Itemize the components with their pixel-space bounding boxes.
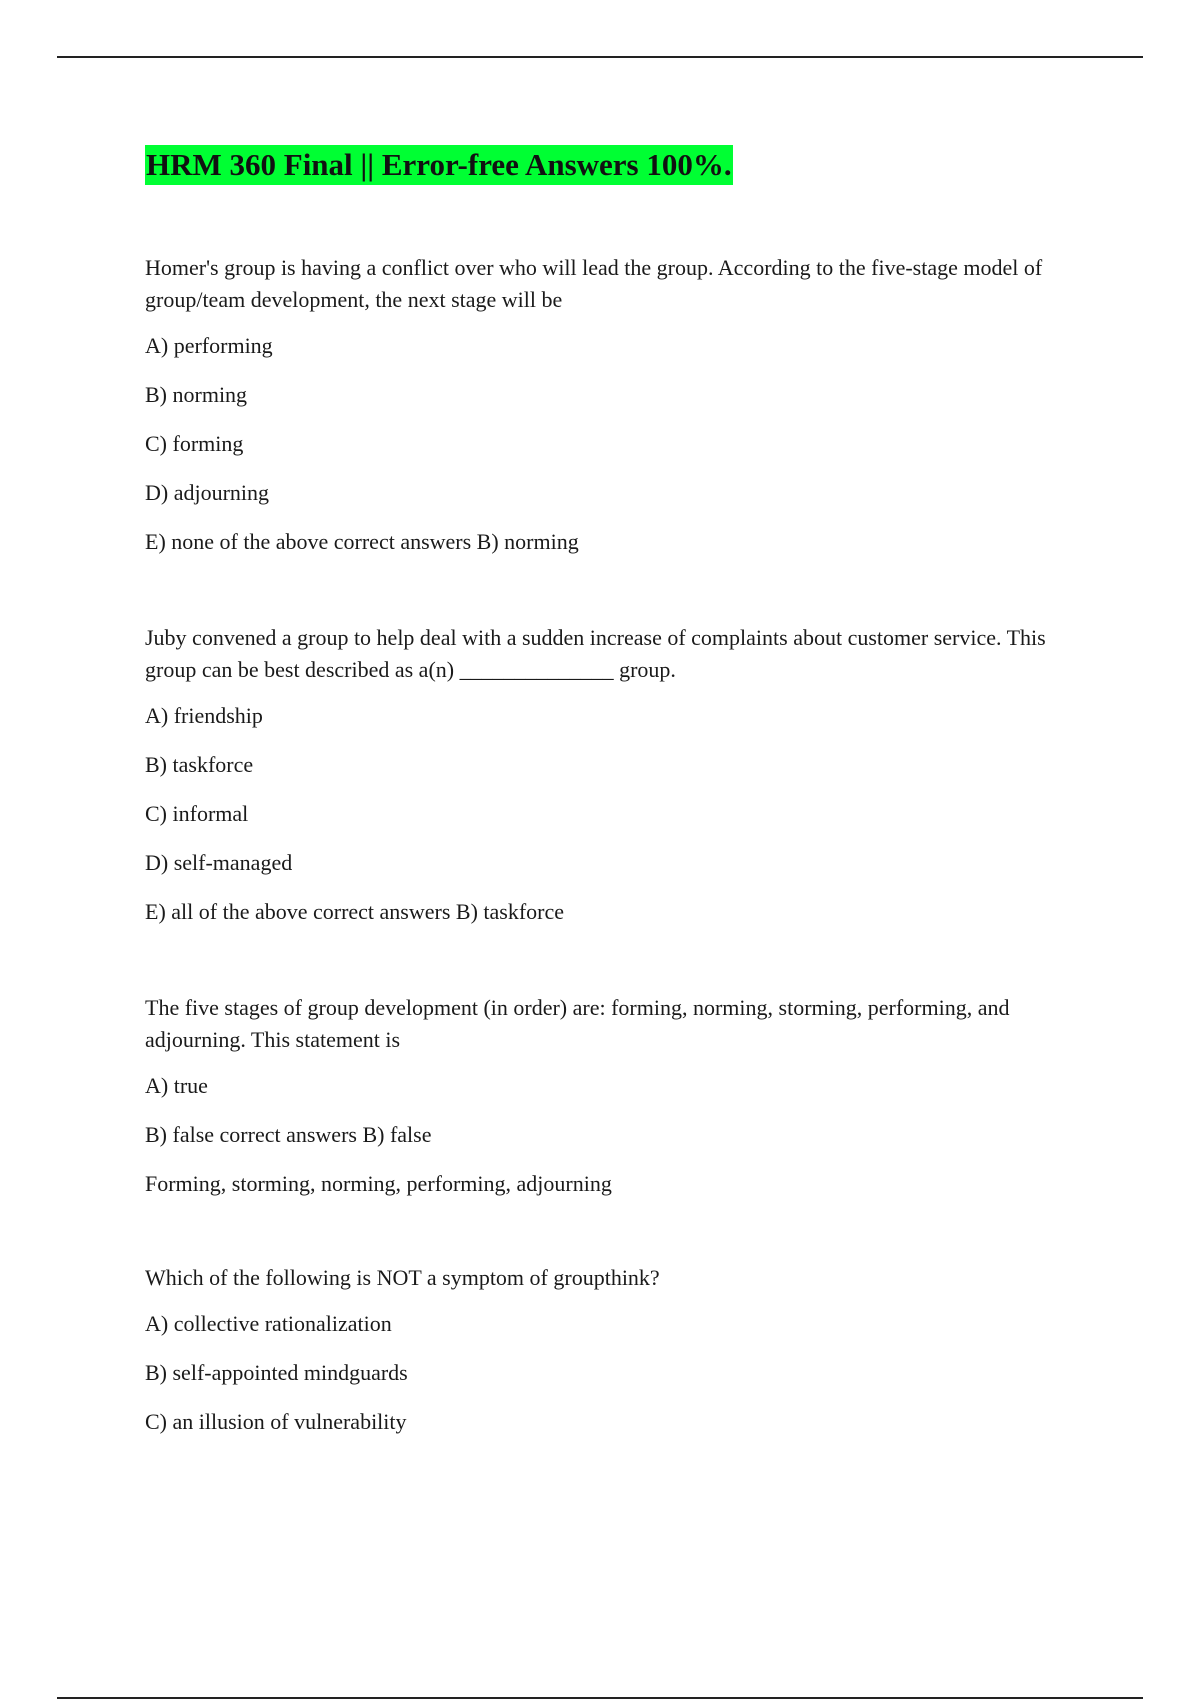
answer-option: E) all of the above correct answers B) taskforce	[145, 899, 565, 924]
question-2	[145, 622, 1095, 928]
footer-rule	[57, 1697, 1143, 1699]
question-prompt: The five stages of group development (in order) are: forming, norming, storming, performing, and adjourning. This statement is	[145, 995, 1010, 1052]
header-rule	[57, 56, 1143, 58]
answer-option: A) collective rationalization	[145, 1311, 392, 1336]
answer-option: C) an illusion of vulnerability	[145, 1409, 407, 1434]
document-title: HRM 360 Final || Error-free Answers 100%.	[145, 145, 733, 185]
answer-option: D) adjourning	[145, 480, 270, 505]
answer-option: B) self-appointed mindguards	[145, 1360, 408, 1385]
question-3	[145, 992, 1095, 1200]
question-1	[145, 252, 1095, 558]
answer-option: C) forming	[145, 431, 244, 456]
document-body	[145, 145, 1095, 1438]
answer-option: B) taskforce	[145, 752, 254, 777]
answer-option: B) false correct answers B) false	[145, 1122, 432, 1147]
question-prompt: Juby convened a group to help deal with a sudden increase of complaints about customer service. This group can be best described as a(n) ______________ group.	[145, 625, 1046, 682]
question-prompt: Which of the following is NOT a symptom of groupthink?	[145, 1265, 660, 1290]
answer-option: A) friendship	[145, 703, 263, 728]
answer-option: A) performing	[145, 333, 273, 358]
answer-option: A) true	[145, 1073, 208, 1098]
answer-option: B) norming	[145, 382, 248, 407]
question-prompt: Homer's group is having a conflict over who will lead the group. According to the five-stage model of group/team development, the next stage will be	[145, 255, 1043, 312]
answer-option: E) none of the above correct answers B) norming	[145, 529, 579, 554]
answer-option: D) self-managed	[145, 850, 293, 875]
answer-option: C) informal	[145, 801, 249, 826]
answer-explanation: Forming, storming, norming, performing, adjourning	[145, 1171, 612, 1196]
question-4	[145, 1262, 1095, 1438]
